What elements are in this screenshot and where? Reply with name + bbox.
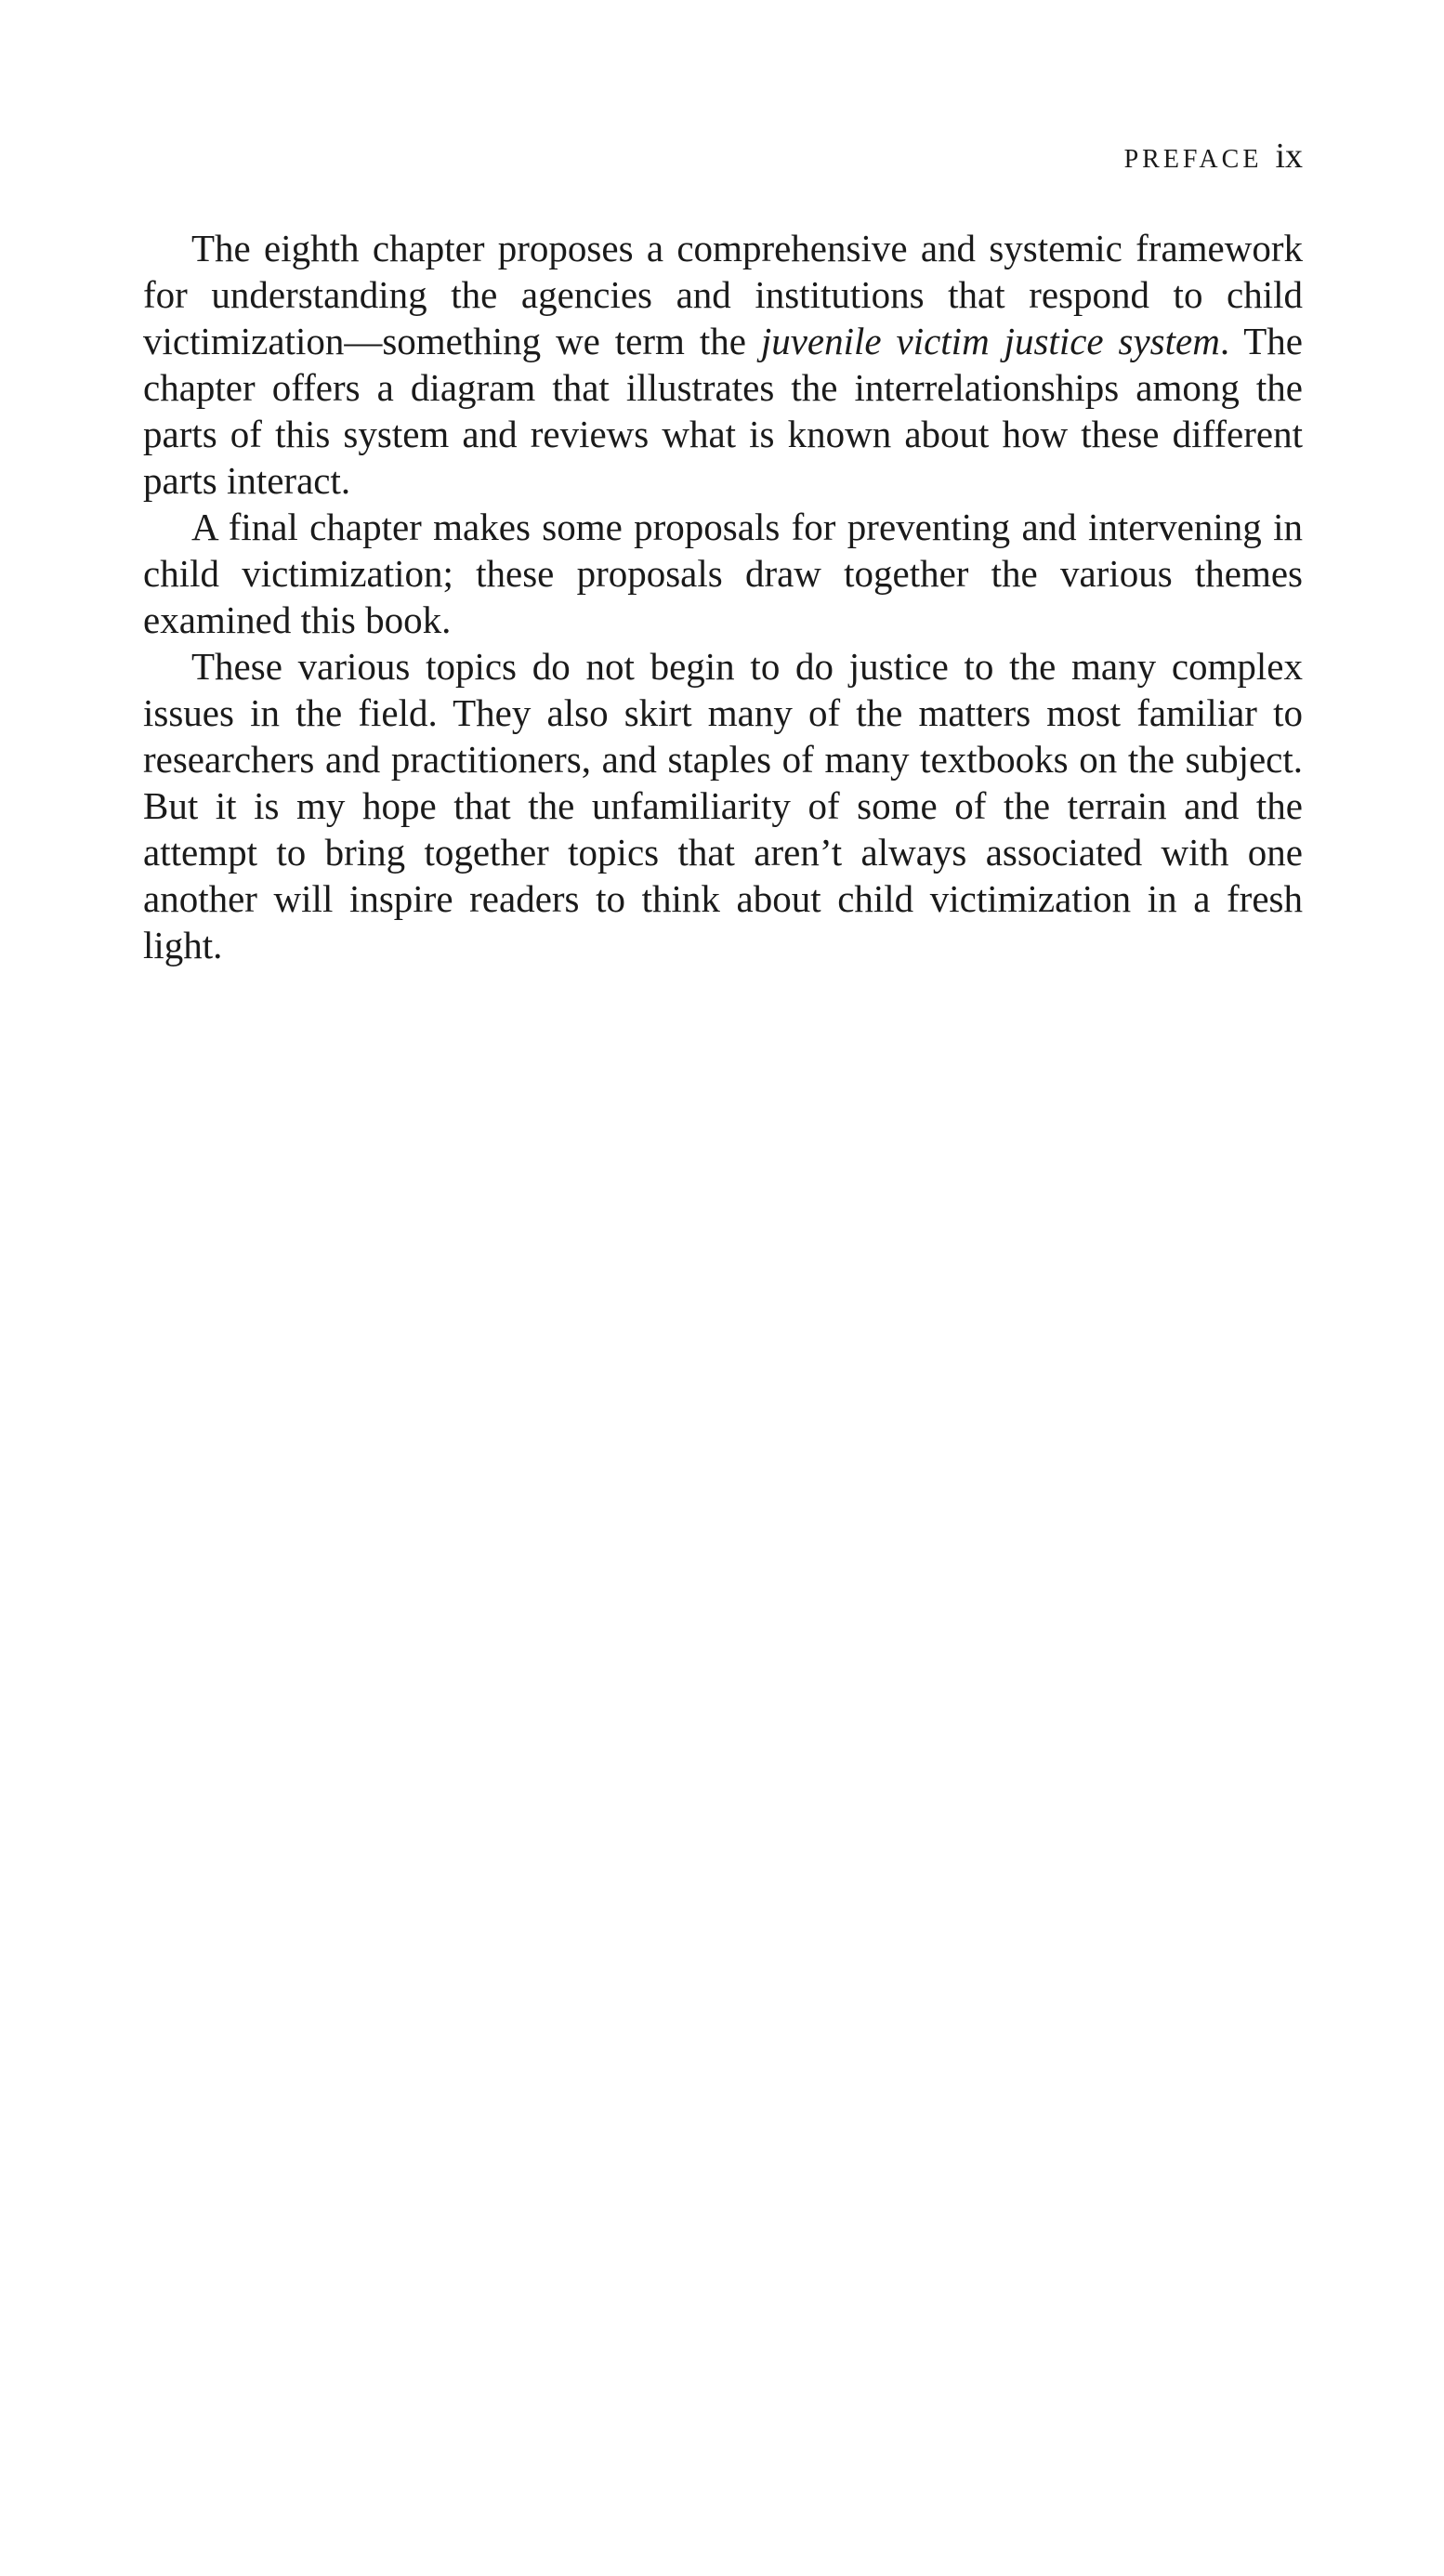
italic-term: juvenile victim justice system: [760, 320, 1220, 362]
running-head-title: PREFACE: [1123, 145, 1263, 174]
page-number: ix: [1275, 137, 1303, 176]
running-head: [1124, 138, 1303, 178]
paragraph-final-chapter: A final chapter makes some proposals for preventing and intervening in child victimization; these proposals draw together the various themes examined this book.: [143, 506, 1303, 641]
paragraph-1-text-end: . The chapter offers a diagram that illustrates the interrelationships among the parts of this system and reviews what is known about how these different parts interact.: [143, 320, 1303, 502]
paragraph-closing: These various topics do not begin to do justice to the many complex issues in the field. They also skirt many of the matters most familiar to researchers and practitioners, and staples of many textbooks on the subject. But it is my hope that the unfamiliarity of some of the terrain and the attempt to bring together topics that aren’t always associated with one another will inspire readers to think about child victimization in a fresh light.: [143, 645, 1303, 966]
paragraph-eighth-chapter: [143, 225, 1303, 504]
body-text: [143, 225, 1303, 968]
paragraph-1-text-start: The eighth chapter proposes a comprehensive and systemic framework for understanding the agencies and institutions that respond to child victimization—something we term the: [143, 227, 1303, 362]
